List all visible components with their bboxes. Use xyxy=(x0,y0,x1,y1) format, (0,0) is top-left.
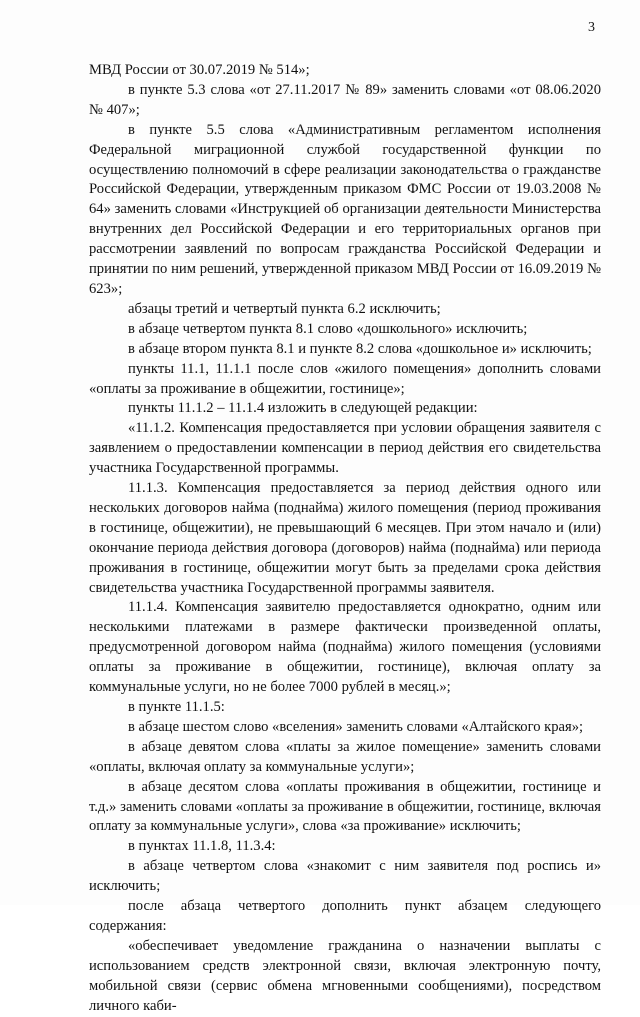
paragraph: «11.1.2. Компенсация предоставляется при условии обращения заявителя с заявлением о предоставлении компенсации в период действия его свидетельства участника Государственной программы. xyxy=(89,420,601,477)
paragraph: после абзаца четвертого дополнить пункт абзацем следующего содержания: xyxy=(89,898,601,934)
paragraph: в абзаце втором пункта 8.1 и пункте 8.2 слова «дошкольное и» исключить; xyxy=(128,340,592,357)
page-number: 3 xyxy=(588,20,595,35)
paragraph-continuation: МВД России от 30.07.2019 № 514»; xyxy=(89,62,310,78)
paragraph: в пункте 5.3 слова «от 27.11.2017 № 89» заменить словами «от 08.06.2020 № 407»; xyxy=(89,81,601,118)
paragraph: в пунктах 11.1.8, 11.3.4: xyxy=(128,838,276,855)
paragraph: в абзаце четвертом пункта 8.1 слово «дошкольного» исключить; xyxy=(128,320,528,337)
paragraph: в пункте 5.5 слова «Административным регламентом исполнения Федеральной миграционной службой государственной функции по осуществлению полномочий в сфере реализации законодательства о гражданстве Российской Федерации, утвержденным приказом ФМС России от 19.03.2008 № 64» заменить словами «Инструкцией об организации деятельности Министерства внутренних дел Российской Федерации и его территориальных органов при рассмотрении заявлений по вопросам гражданства Российской Федерации и принятии по ним решений, утвержденной приказом МВД России от 16.09.2019 № 623»; xyxy=(89,121,601,297)
paragraph: в абзаце девятом слова «платы за жилое помещение» заменить словами «оплаты, включая оплату за коммунальные услуги»; xyxy=(89,738,601,775)
paragraph: «обеспечивает уведомление гражданина о назначении выплаты с использованием средств электронной связи, включая электронную почту, мобильной связи (сервис обмена мгновенными сообщениями), посредством личного каби- xyxy=(89,937,601,1014)
paragraph: абзацы третий и четвертый пункта 6.2 исключить; xyxy=(128,300,441,317)
paragraph: 11.1.3. Компенсация предоставляется за период действия одного или нескольких договоров найма (поднайма) жилого помещения (период проживания в гостинице, общежитии), не превышающий 6 месяцев. При этом начало и (или) окончание периода действия договора (договоров) найма (поднайма) или периода проживания в гостинице, общежитии могут быть за пределами срока действия свидетельства участника Государственной программы заявителя. xyxy=(89,480,601,596)
paragraph: в абзаце шестом слово «вселения» заменить словами «Алтайского края»; xyxy=(128,718,584,735)
paragraph: пункты 11.1.2 – 11.1.4 изложить в следующей редакции: xyxy=(128,400,478,417)
paragraph: в пункте 11.1.5: xyxy=(128,699,225,715)
paragraph: пункты 11.1, 11.1.1 после слов «жилого помещения» дополнить словами «оплаты за проживание в общежитии, гостинице»; xyxy=(89,360,601,397)
paragraph: 11.1.4. Компенсация заявителю предоставляется однократно, одним или несколькими платежами в размере фактически произведенной оплаты, предусмотренной договором найма (поднайма) жилого помещения (условиями оплаты за проживание в общежитии, гостинице), включая оплату за коммунальные услуги, но не более 7000 рублей в месяц.»; xyxy=(89,599,601,696)
paragraph: в абзаце десятом слова «оплаты проживания в общежитии, гостинице и т.д.» заменить словами «оплаты за проживание в общежитии, гостинице, включая оплату за коммунальные услуги», слова «за проживание» исключить; xyxy=(89,778,601,835)
document-body xyxy=(89,61,601,1017)
paragraph: в абзаце четвертом слова «знакомит с ним заявителя под роспись и» исключить; xyxy=(89,858,601,895)
